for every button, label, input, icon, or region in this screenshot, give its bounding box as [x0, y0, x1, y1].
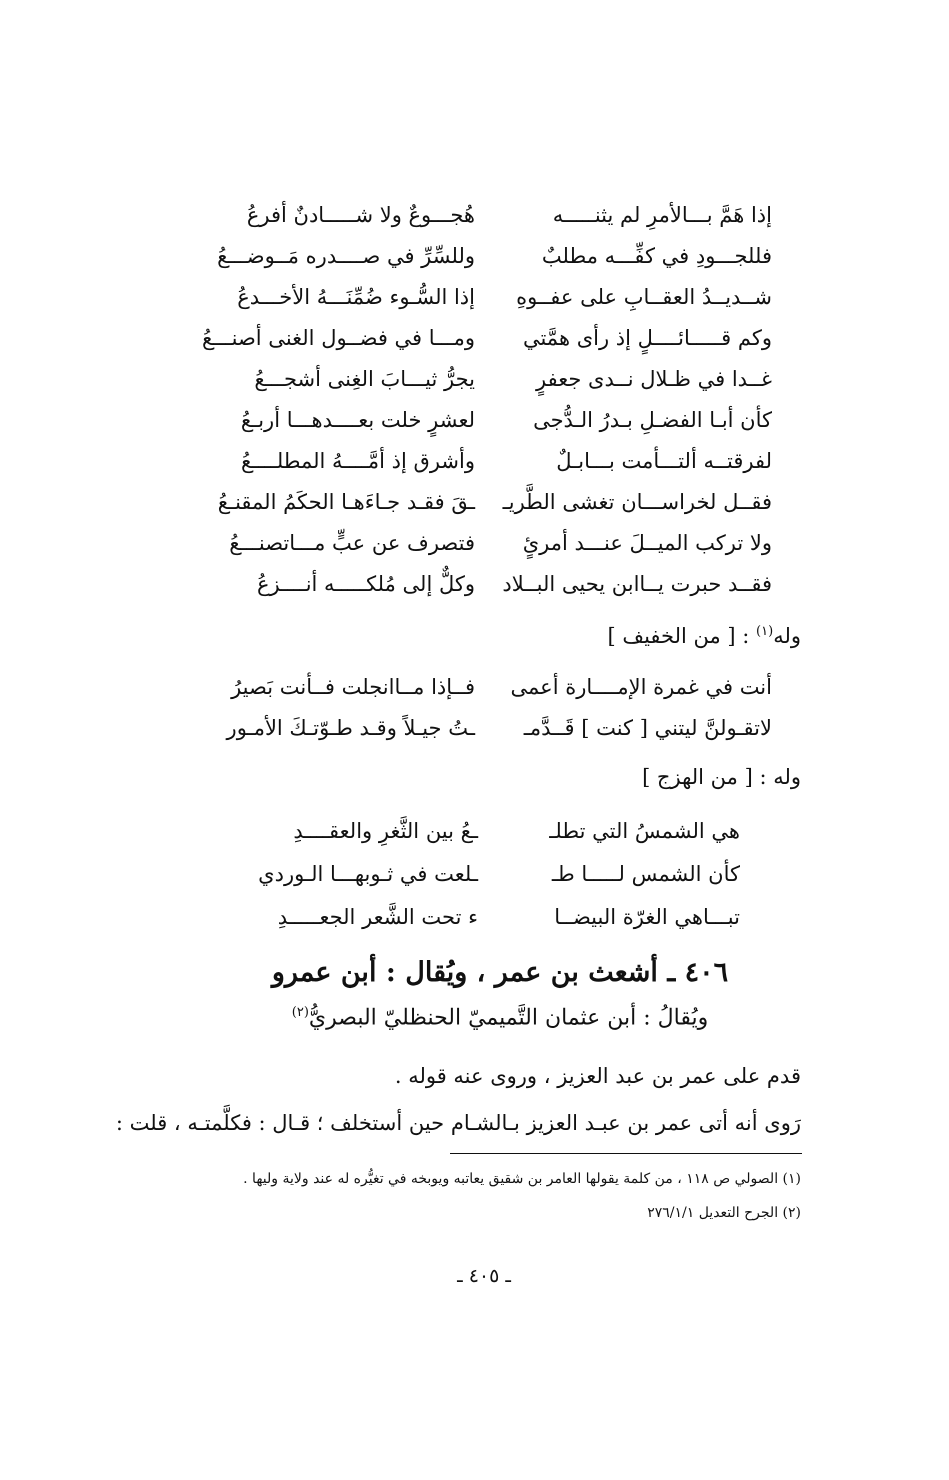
- verse-second-hemistich: ـقَ فقـد جـاءَهـا الحكَمُ المقنـعُ: [217, 490, 475, 514]
- verse-first-hemistich: إذا هَمَّ بـــالأمرِ لم يثنـــــه: [552, 203, 772, 227]
- verse-first-hemistich: فقــد حبرت يــاابن يحيى البــلاد: [502, 572, 772, 596]
- verse: [240, 900, 740, 934]
- verse-second-hemistich: إذا السُّـوء ضُمِّنَـــهُ الأخـــدعُ: [237, 285, 475, 309]
- poem-intro: [607, 617, 801, 651]
- verse: [212, 670, 772, 704]
- verse: [212, 711, 772, 745]
- verse: [212, 526, 772, 560]
- verse-second-hemistich: ـتُ جيـلاً وقـد طـوّتـكَ الأمـور: [226, 716, 475, 740]
- verse: [212, 485, 772, 519]
- footnote-marker: (١): [756, 624, 774, 639]
- verse: [212, 198, 772, 232]
- verse-first-hemistich: غــدا في ظـلال نــدى جعفرٍ: [536, 367, 772, 391]
- poem-intro-prefix: وله: [773, 624, 801, 648]
- footnote: (٢) الجرح التعديل ٢٧٦/١/١: [647, 1205, 801, 1221]
- entry-subtitle: [200, 996, 800, 1035]
- footnote: (١) الصولي ص ١١٨ ، من كلمة يقولها العامر بن شقيق يعاتبه ويوبخه في تغيُّره له عند ولاية وليها .: [243, 1171, 801, 1187]
- footnote-separator: [450, 1153, 802, 1154]
- verse: [202, 321, 772, 355]
- verse: [212, 567, 772, 601]
- verse-first-hemistich: أنت في غمرة الإمــــارة أعمى: [510, 675, 772, 699]
- verse-second-hemistich: هُجـــوعٌ ولا شـــــادنٌ أفرعُ: [246, 203, 475, 227]
- verse-second-hemistich: فتصرف عن عبٍّ مـــاتصنـــعُ: [229, 531, 475, 555]
- verse-second-hemistich: ـعُ بين الثَّغرِ والعقــــدِ: [293, 819, 478, 843]
- poem-intro-meter: : [ من الخفيف ]: [607, 624, 757, 648]
- verse-second-hemistich: وكلٌّ إلى مُلكـــــه أنــــزعُ: [256, 572, 475, 596]
- verse-first-hemistich: شــديــدُ العقــابِ على عفــوهِ: [516, 285, 772, 309]
- verse: [240, 814, 740, 848]
- verse-first-hemistich: كأن أبـا الفضـلِ بـدرُ الـدُّجى: [533, 408, 772, 432]
- verse-first-hemistich: فقــل لخراســـان تغشى الطَّريـ: [502, 490, 772, 514]
- verse-first-hemistich: فللجـــودِ في كفِّـــه مطلبٌ: [541, 244, 772, 268]
- verse-second-hemistich: ومـــا في فضــول الغنى أصنـــعُ: [202, 326, 475, 350]
- verse: [212, 444, 772, 478]
- verse-first-hemistich: تبـــاهي الغرّة البيضــا: [554, 905, 740, 929]
- verse-second-hemistich: وللسِّرِّ في صــــدره مَــوضـــعُ: [217, 244, 475, 268]
- entry-title: ٤٠٦ ـ أشعث بن عمر ، ويُقال : أبن عمرو: [271, 957, 729, 988]
- verse: [212, 362, 772, 396]
- verse: [240, 857, 740, 891]
- verse-second-hemistich: ء تحت الشَّعر الجعـــــدِ: [277, 905, 478, 929]
- verse: [212, 239, 772, 273]
- paragraph: قدم على عمر بن عبد العزيز ، وروى عنه قوله .: [394, 1064, 801, 1088]
- verse-second-hemistich: ـلعت في ثـوبهـــا الـوردي: [258, 862, 478, 886]
- verse-second-hemistich: لعشرٍ خلت بعــــدهـــا أربـعُ: [240, 408, 475, 432]
- paragraph: رَوى أنه أتى عمر بن عبـد العزيز بـالشـام حين أستخلف ؛ قـال : فكلَّمتـه ، قلت :: [115, 1111, 801, 1135]
- verse-first-hemistich: كأن الشمس لـــــا طـ: [551, 862, 740, 886]
- verse-first-hemistich: هي الشمسُ التي تطلـ: [549, 819, 740, 843]
- verse-first-hemistich: لفرقتــه ألتـــأمت بـــابـلٌ: [556, 449, 772, 473]
- verse-first-hemistich: ولا تركب الميــلَ عنـــد أمرئٍ: [522, 531, 772, 555]
- footnote-marker: (٢): [291, 1005, 309, 1020]
- verse: [212, 403, 772, 437]
- verse-second-hemistich: وأشرق إذ أمَّــــهُ المطلــــعُ: [241, 449, 475, 473]
- verse-second-hemistich: فــإذا مــاانجلت فــأنت بَصيرُ: [231, 675, 475, 699]
- verse-first-hemistich: وكم قـــــائــــلٍ إذ رأى همَّتي: [522, 326, 772, 350]
- entry-subtitle-text: ويُقالُ : أبن عثمان التَّميميّ الحنظليّ البصريُّ: [308, 1005, 709, 1031]
- verse-second-hemistich: يجرُّ ثيـــابَ الغِنى أشجـــعُ: [254, 367, 475, 391]
- verse-first-hemistich: لاتقـولنَّ ليتني [ كنت ] قَــدَّمـ: [523, 716, 772, 740]
- verse: [212, 280, 772, 314]
- poem-intro: وله : [ من الهزج ]: [642, 765, 801, 789]
- page-number: ـ ٤٠٥ ـ: [457, 1265, 511, 1287]
